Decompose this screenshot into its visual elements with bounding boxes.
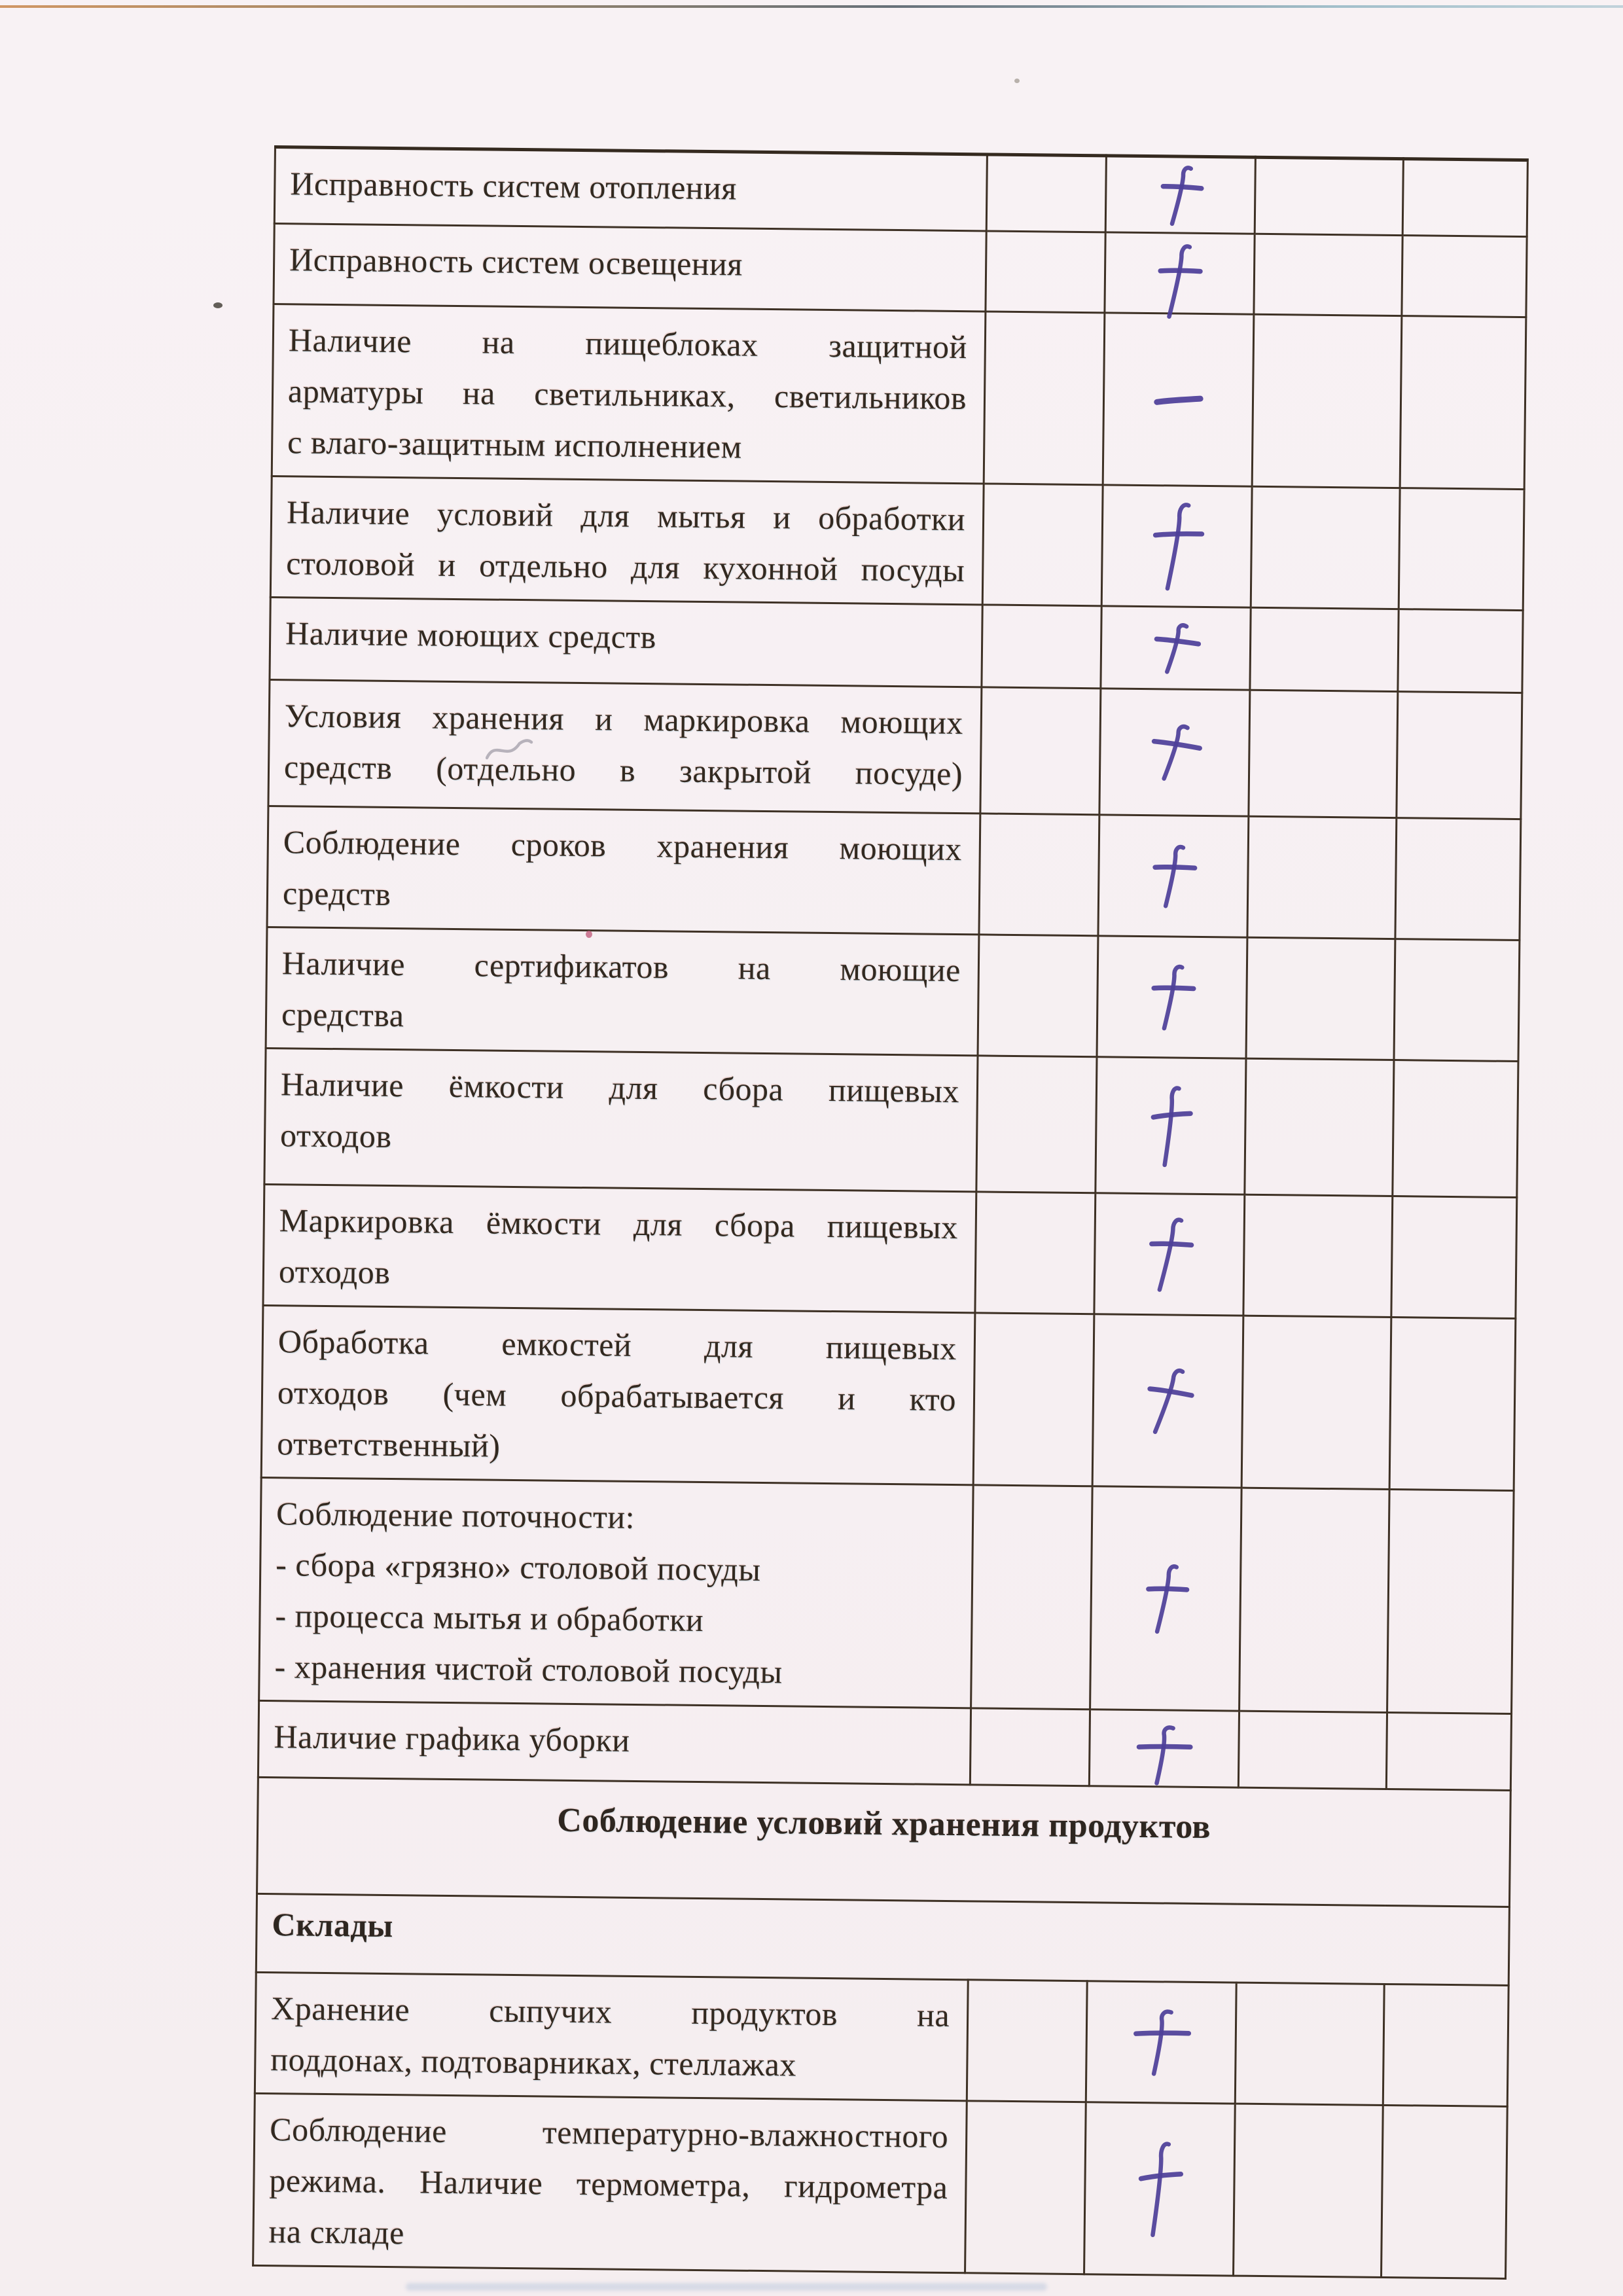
- table-row: [272, 304, 1526, 490]
- check-cell: [1235, 1982, 1384, 2105]
- handwritten-plus-icon: [1147, 840, 1200, 912]
- check-cell: [986, 154, 1106, 232]
- criterion-cell: [274, 224, 986, 312]
- check-cell: [1103, 313, 1254, 486]
- check-cell: [1098, 815, 1249, 937]
- handwritten-plus-icon: [1147, 1083, 1194, 1169]
- check-cell: [1389, 1318, 1516, 1491]
- criterion-text-line: с влаго-защитным исполнением: [287, 423, 743, 465]
- check-cell: [1255, 157, 1403, 235]
- table-row: [270, 598, 1523, 693]
- criterion-text-line: Соблюдение температурно-влажностного: [269, 2111, 949, 2155]
- handwritten-plus-icon: [1133, 1722, 1194, 1789]
- criterion-text-line: средства: [281, 996, 404, 1034]
- table-row: [268, 680, 1522, 819]
- check-cell: [1250, 607, 1399, 691]
- criterion-cell: [267, 806, 980, 935]
- criterion-cell: [270, 476, 984, 605]
- table-row: [259, 1477, 1514, 1713]
- criterion-text-line: арматуры на светильниках, светильников: [287, 372, 967, 417]
- handwritten-plus-icon: [1141, 1212, 1198, 1296]
- criterion-text-line: - хранения чистой столовой посуды: [274, 1648, 783, 1691]
- handwritten-plus-icon: [1136, 1361, 1200, 1441]
- criterion-cell: [266, 927, 979, 1056]
- criterion-text-line: Обработка емкостей для пищевых: [277, 1323, 957, 1367]
- table-row: [270, 476, 1524, 611]
- handwritten-plus-icon: [1146, 960, 1199, 1034]
- check-cell: [973, 1313, 1094, 1486]
- criterion-text-line: Хранение сыпучих продуктов на: [270, 1990, 950, 2034]
- check-cell: [976, 1056, 1097, 1193]
- criterion-text-line: режима. Наличие термометра, гидрометра: [269, 2162, 948, 2206]
- check-cell: [1394, 939, 1520, 1062]
- criterion-text-line: Исправность систем отопления: [290, 165, 738, 207]
- table-row: [257, 1777, 1511, 1907]
- criterion-text-line: средств (отдельно в закрытой посуде): [283, 748, 963, 793]
- criterion-cell: [272, 304, 986, 484]
- inspection-checklist-table: [252, 145, 1529, 2280]
- check-cell: [1241, 1316, 1391, 1489]
- criterion-text-line: Условия хранения и маркировка моющих: [284, 697, 964, 742]
- check-cell: [970, 1708, 1090, 1786]
- table-row: [253, 2093, 1508, 2278]
- criterion-text-line: - сбора «грязно» столовой посуды: [276, 1546, 761, 1588]
- criterion-cell: [253, 2093, 967, 2272]
- criterion-text-line: Наличие графика уборки: [274, 1718, 630, 1759]
- check-cell: [1089, 1710, 1239, 1787]
- check-cell: [1105, 232, 1255, 314]
- criterion-text-line: Маркировка ёмкости для сбора пищевых: [279, 1202, 959, 1246]
- check-cell: [1090, 1486, 1242, 1711]
- handwritten-plus-icon: [1154, 160, 1207, 230]
- handwritten-plus-icon: [1150, 240, 1206, 323]
- check-cell: [1252, 314, 1402, 488]
- criterion-text-line: на складе: [268, 2213, 405, 2251]
- check-cell: [965, 2101, 1086, 2274]
- check-cell: [986, 231, 1105, 313]
- subsection-header: Склады: [256, 1893, 1509, 1985]
- check-cell: [1240, 1488, 1390, 1712]
- handwritten-plus-icon: [1146, 498, 1207, 594]
- check-cell: [1251, 486, 1400, 609]
- check-cell: [1402, 236, 1527, 317]
- check-cell: [984, 312, 1105, 485]
- criterion-cell: [261, 1305, 975, 1484]
- table-row: [261, 1305, 1516, 1490]
- check-cell: [1084, 2102, 1236, 2276]
- pink-ink-speck: [586, 931, 592, 938]
- check-cell: [1086, 1981, 1236, 2104]
- criterion-text-line: средств: [282, 874, 391, 912]
- handwritten-plus-icon: [1147, 617, 1204, 679]
- table-row: [274, 147, 1527, 237]
- criterion-cell: [255, 1972, 968, 2100]
- check-cell: [1400, 316, 1526, 490]
- criterion-text-line: Наличие ёмкости для сбора пищевых: [280, 1066, 960, 1110]
- check-cell: [980, 687, 1101, 815]
- check-cell: [1234, 2104, 1383, 2277]
- criterion-text-line: поддонах, подтоварниках, стеллажах: [270, 2041, 797, 2083]
- check-cell: [1254, 234, 1402, 315]
- criterion-text-line: Наличие сертификатов на моющие: [281, 944, 961, 989]
- criterion-text-line: столовой и отдельно для кухонной посуды: [286, 545, 965, 589]
- check-cell: [982, 605, 1101, 689]
- criterion-cell: [264, 1048, 978, 1191]
- handwritten-plus-icon: [1134, 2139, 1185, 2239]
- grey-pen-smudge: [486, 737, 534, 764]
- criterion-cell: [274, 147, 987, 231]
- check-cell: [1246, 937, 1395, 1060]
- criterion-text-line: Соблюдение поточности:: [276, 1495, 635, 1535]
- table-row: [256, 1893, 1509, 1985]
- ink-speck-left-margin: [213, 302, 223, 308]
- checklist-sheet: [252, 145, 1529, 2280]
- check-cell: [1238, 1711, 1387, 1789]
- check-cell: [971, 1485, 1093, 1710]
- criterion-text-line: Исправность систем освещения: [289, 241, 743, 283]
- handwritten-plus-icon: [1130, 2005, 1192, 2079]
- check-cell: [1383, 1984, 1508, 2106]
- check-cell: [1096, 1057, 1246, 1194]
- check-cell: [1402, 159, 1527, 237]
- criterion-text-line: отходов (чем обрабатывается и кто: [277, 1374, 957, 1418]
- criterion-text-line: отходов: [278, 1253, 391, 1291]
- check-cell: [1386, 1712, 1511, 1790]
- check-cell: [979, 814, 1099, 936]
- criterion-text-line: Наличие условий для мытья и обработки: [286, 493, 966, 538]
- handwritten-plus-icon: [1143, 717, 1207, 787]
- criterion-text-line: отходов: [279, 1117, 392, 1155]
- scanner-top-edge-line: [0, 5, 1623, 8]
- check-cell: [978, 935, 1098, 1057]
- table-row: [274, 224, 1527, 317]
- check-cell: [1097, 936, 1247, 1058]
- table-row: [267, 806, 1521, 941]
- check-cell: [1094, 1193, 1245, 1316]
- check-cell: [1243, 1194, 1393, 1317]
- check-cell: [1101, 485, 1252, 607]
- check-cell: [1391, 1196, 1517, 1319]
- section-header: Соблюдение условий хранения продуктов: [257, 1777, 1511, 1907]
- criterion-cell: [270, 598, 982, 687]
- criterion-cell: [263, 1184, 976, 1312]
- check-cell: [982, 484, 1103, 606]
- check-cell: [1395, 818, 1521, 941]
- check-cell: [1382, 2105, 1508, 2278]
- table-row: [263, 1184, 1517, 1318]
- check-cell: [1105, 156, 1255, 234]
- check-cell: [1397, 692, 1522, 819]
- criterion-text-line: Наличие на пищеблоках защитной: [288, 321, 968, 366]
- check-cell: [1092, 1314, 1243, 1488]
- check-cell: [967, 1980, 1087, 2102]
- check-cell: [1399, 488, 1524, 611]
- check-cell: [1245, 1058, 1394, 1196]
- criterion-cell: [259, 1477, 974, 1708]
- dust-speck-top-center: [1014, 79, 1020, 83]
- check-cell: [1387, 1490, 1514, 1714]
- criterion-text-line: Наличие моющих средств: [285, 615, 657, 656]
- check-cell: [1099, 689, 1250, 816]
- check-cell: [975, 1192, 1096, 1314]
- table-row: [264, 1048, 1518, 1197]
- table-row: [266, 927, 1520, 1062]
- handwritten-plus-icon: [1139, 1560, 1192, 1638]
- check-cell: [1393, 1060, 1518, 1198]
- criterion-cell: [268, 680, 982, 814]
- criterion-text-line: ответственный): [276, 1425, 501, 1464]
- table-row: [255, 1972, 1508, 2106]
- criterion-cell: [258, 1700, 971, 1784]
- criterion-text-line: - процесса мытья и обработки: [275, 1597, 704, 1639]
- criterion-text-line: Соблюдение сроков хранения моющих: [283, 823, 963, 868]
- scanner-bottom-smudge: [406, 2283, 1047, 2291]
- check-cell: [1398, 609, 1523, 693]
- handwritten-minus-icon: [1154, 391, 1203, 408]
- check-cell: [1101, 606, 1251, 690]
- check-cell: [1249, 690, 1398, 817]
- check-cell: [1247, 816, 1397, 939]
- table-row: [258, 1700, 1511, 1790]
